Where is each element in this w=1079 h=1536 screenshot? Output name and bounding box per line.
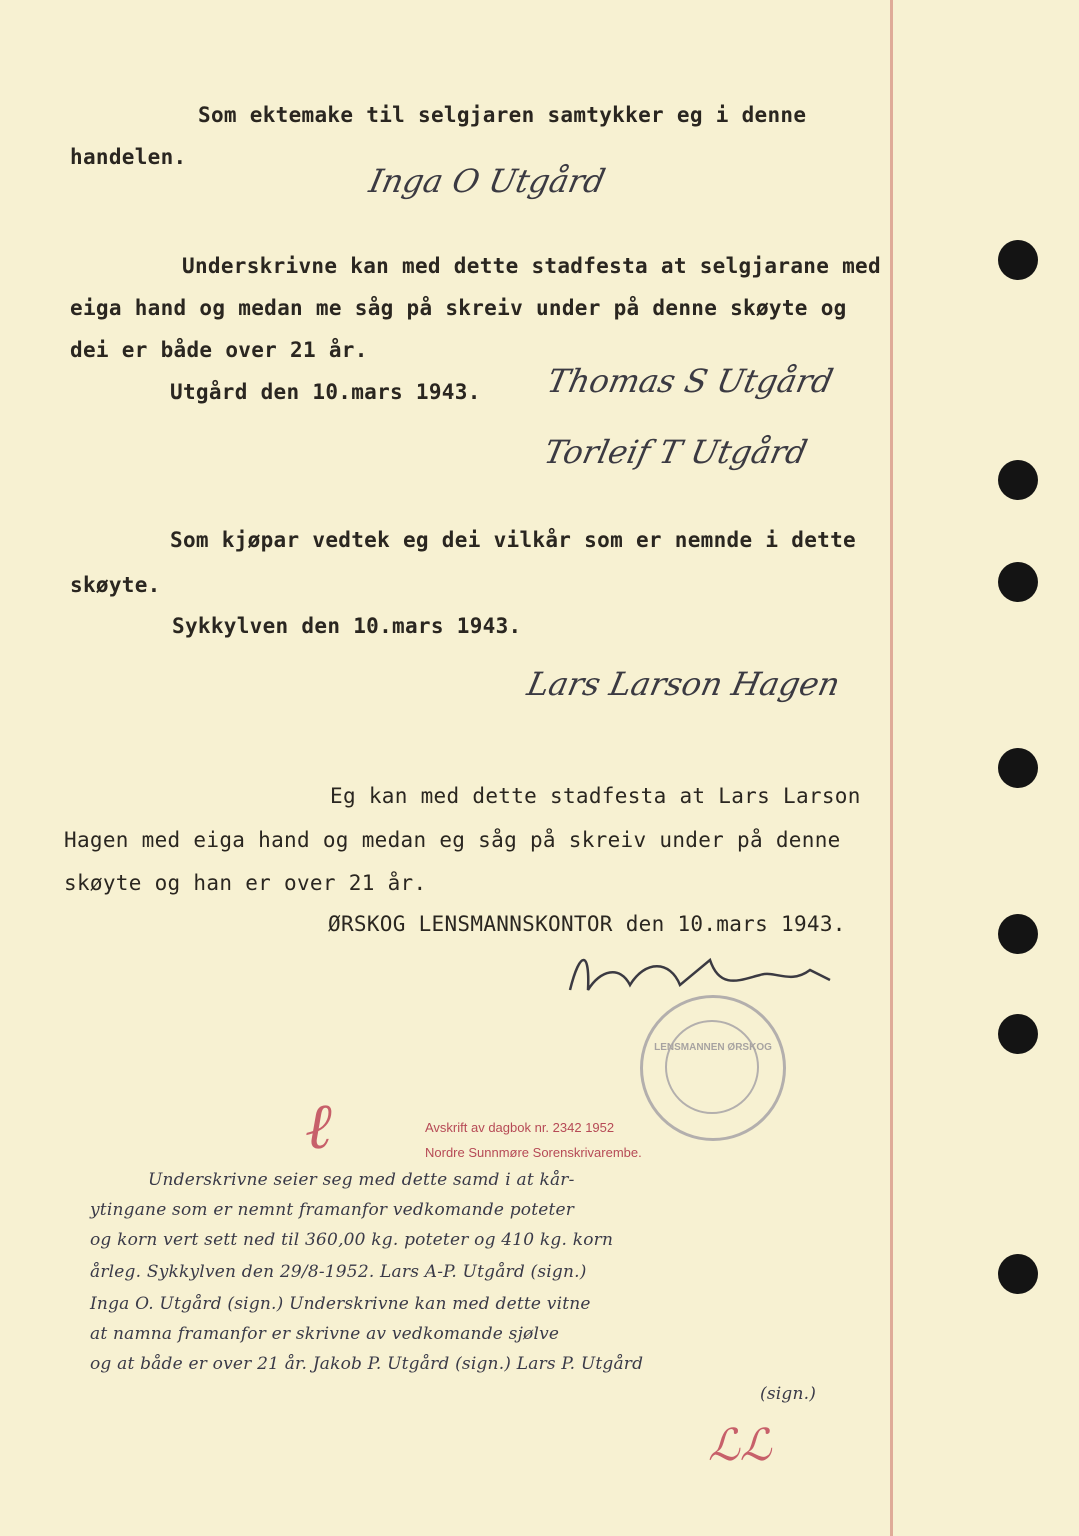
punch-hole [998, 914, 1038, 954]
handwritten-line: årleg. Sykkylven den 29/8-1952. Lars A-P. Utgård (sign.) [90, 1262, 587, 1282]
typed-line: handelen. [70, 145, 187, 169]
typed-line: dei er både over 21 år. [70, 338, 368, 362]
signature: Lars Larson Hagen [523, 665, 844, 703]
margin-line [890, 0, 893, 1536]
typed-line: skøyte og han er over 21 år. [64, 871, 427, 895]
typed-line: skøyte. [70, 573, 161, 597]
signature: Thomas S Utgård [543, 362, 837, 400]
punch-hole [998, 1014, 1038, 1054]
handwritten-line: og korn vert sett ned til 360,00 kg. poteter og 410 kg. korn [90, 1230, 614, 1250]
red-initials-mark: ℒℒ [708, 1420, 772, 1471]
typed-line: Utgård den 10.mars 1943. [170, 380, 481, 404]
punch-hole [998, 748, 1038, 788]
official-seal [640, 995, 786, 1141]
typed-line: Underskrivne kan med dette stadfesta at selgjarane med [182, 254, 881, 278]
punch-hole [998, 240, 1038, 280]
handwritten-line: og at både er over 21 år. Jakob P. Utgård (sign.) Lars P. Utgård [90, 1354, 644, 1374]
handwritten-line: at namna framanfor er skrivne av vedkomande sjølve [90, 1324, 560, 1344]
signature: Inga O Utgård [365, 162, 609, 200]
punch-hole [998, 460, 1038, 500]
typed-line: ØRSKOG LENSMANNSKONTOR den 10.mars 1943. [328, 912, 846, 936]
punch-hole [998, 562, 1038, 602]
handwritten-line: Underskrivne seier seg med dette samd i at kår- [148, 1170, 575, 1190]
seal-emblem [665, 1020, 759, 1114]
seal-label: LENSMANNEN ØRSKOG [654, 1042, 772, 1053]
typed-line: Hagen med eiga hand og medan eg såg på skreiv under på denne [64, 828, 841, 852]
handwritten-line: Inga O. Utgård (sign.) Underskrivne kan med dette vitne [90, 1294, 591, 1314]
handwritten-line: ytingane som er nemnt framanfor vedkomande poteter [90, 1200, 575, 1220]
registry-stamp-line: Nordre Sunnmøre Sorenskrivarembe. [425, 1145, 642, 1160]
typed-line: eiga hand og medan me såg på skreiv under på denne skøyte og [70, 296, 847, 320]
signature: Torleif T Utgård [540, 433, 811, 471]
punch-hole [998, 1254, 1038, 1294]
typed-line: Som ektemake til selgjaren samtykker eg i denne [198, 103, 807, 127]
typed-line: Som kjøpar vedtek eg dei vilkår som er nemnde i dette [170, 528, 856, 552]
handwritten-line: (sign.) [760, 1384, 817, 1404]
typed-line: Sykkylven den 10.mars 1943. [172, 614, 522, 638]
registry-stamp-line: Avskrift av dagbok nr. 2342 1952 [425, 1120, 615, 1135]
typed-line: Eg kan med dette stadfesta at Lars Larson [330, 784, 861, 808]
red-initials-mark: ℓ [305, 1090, 332, 1164]
